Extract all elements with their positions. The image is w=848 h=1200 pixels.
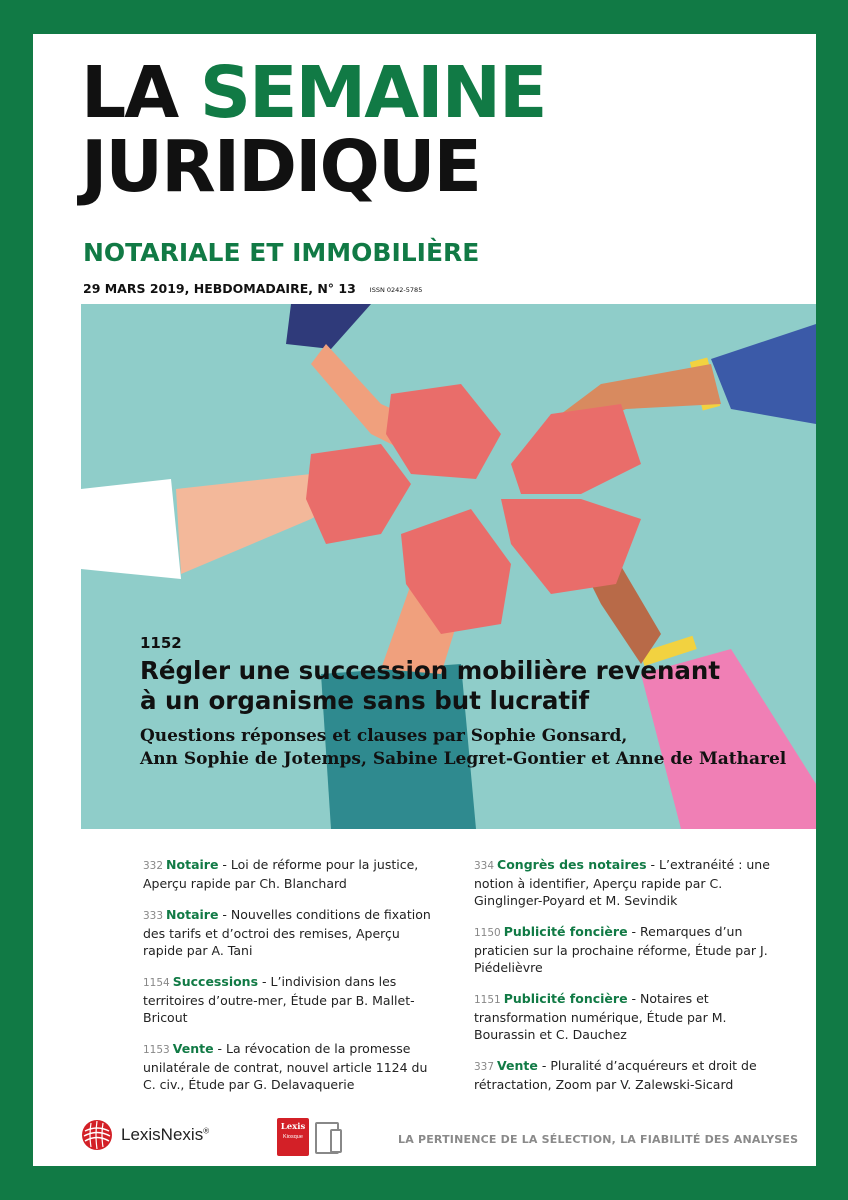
toc-number: 334 (474, 860, 495, 872)
toc-item[interactable]: 332 Notaire - Loi de réforme pour la justice, Aperçu rapide par Ch. Blanchard (143, 857, 419, 891)
toc-item[interactable]: 1150 Publicité foncière - Remarques d’un praticien sur la prochaine réforme, Étude par J. Piédelièvre (474, 924, 768, 975)
kiosque-sub: Kiosque (283, 1134, 303, 1140)
toc-number: 1154 (143, 977, 170, 989)
toc-category: Publicité foncière (503, 924, 628, 939)
footer-tagline: LA PERTINENCE DE LA SÉLECTION, LA FIABILITÉ DES ANALYSES (398, 1133, 799, 1146)
sleeve-top (286, 304, 371, 349)
phone-icon (330, 1129, 342, 1153)
masthead-semaine: SEMAINE (199, 51, 546, 134)
toc-category: Notaire (166, 857, 219, 872)
toc-left-column (143, 856, 433, 1107)
lead-article-authors (140, 725, 800, 771)
masthead-line-1 (81, 51, 546, 134)
toc-category: Vente (497, 1058, 538, 1073)
toc-text: Loi de réforme pour la justice, Aperçu rapide par Ch. Blanchard (143, 857, 419, 891)
toc-text: Remarques d’un praticien sur la prochaine réforme, Étude par J. Piédelièvre (474, 924, 768, 975)
toc-category: Notaire (166, 907, 219, 922)
toc-number: 1150 (474, 927, 501, 939)
publisher-name: LexisNexis (121, 1125, 204, 1144)
toc-item[interactable]: 337 Vente - Pluralité d’acquéreurs et droit de rétractation, Zoom par V. Zalewski-Sicard (474, 1058, 757, 1092)
toc-text: Nouvelles conditions de fixation des tarifs et d’octroi des remises, Aperçu rapide par A. Tani (143, 907, 431, 958)
toc-text: Pluralité d’acquéreurs et droit de rétractation, Zoom par V. Zalewski-Sicard (474, 1058, 757, 1092)
masthead-title (81, 51, 546, 208)
magazine-cover (33, 34, 816, 1166)
toc-item[interactable]: 334 Congrès des notaires - L’extranéité : une notion à identifier, Aperçu rapide par C. Ginglinger-Poyard et M. Sevindik (474, 857, 770, 908)
lead-article-number: 1152 (140, 634, 182, 652)
toc-text: Notaires et transformation numérique, Étude par M. Bourassin et C. Dauchez (474, 991, 727, 1042)
masthead-la: LA (81, 51, 178, 134)
lead-title-line-2: à un organisme sans but lucratif (140, 686, 590, 715)
toc-item[interactable]: 333 Notaire - Nouvelles conditions de fixation des tarifs et d’octroi des remises, Aperçu rapide par A. Tani (143, 907, 431, 958)
lead-authors-line-1: Questions réponses et clauses par Sophie Gonsard, (140, 726, 628, 746)
kiosque-label: Lexis (280, 1122, 306, 1132)
lexis-kiosque-badge[interactable] (277, 1118, 309, 1156)
lead-article-title (140, 656, 800, 716)
toc-text: L’indivision dans les territoires d’outre-mer, Étude par B. Mallet-Bricout (143, 974, 415, 1025)
toc-category: Publicité foncière (503, 991, 628, 1006)
masthead-line-2: JURIDIQUE (81, 125, 481, 208)
toc-number: 332 (143, 860, 164, 872)
puzzle-piece-top (386, 384, 501, 479)
toc-item[interactable]: 1151 Publicité foncière - Notaires et transformation numérique, Étude par M. Bourassin et C. Dauchez (474, 991, 727, 1042)
toc-right-column (474, 856, 774, 1107)
toc-number: 1151 (474, 994, 501, 1006)
issue-date: 29 MARS 2019, HEBDOMADAIRE, N° 13 (83, 281, 356, 296)
toc-category: Congrès des notaires (497, 857, 647, 872)
puzzle-piece-left (306, 444, 411, 544)
toc-number: 1153 (143, 1044, 170, 1056)
toc-category: Successions (172, 974, 259, 989)
toc-item[interactable]: 1153 Vente - La révocation de la promesse unilatérale de contrat, nouvel article 1124 du C. civ., Étude par G. Delavaquerie (143, 1041, 428, 1092)
lead-title-line-1: Régler une succession mobilière revenant (140, 656, 721, 685)
edition-subtitle: NOTARIALE ET IMMOBILIÈRE (83, 238, 480, 267)
puzzle-piece-right (511, 404, 641, 494)
issn: ISSN 0242-5785 (369, 285, 423, 294)
lexisnexis-logo-icon (81, 1119, 113, 1151)
issue-info (83, 281, 422, 296)
toc-text: L’extranéité : une notion à identifier, Aperçu rapide par C. Ginglinger-Poyard et M. Sevindik (474, 857, 770, 908)
toc-category: Vente (172, 1041, 214, 1056)
sleeve-right (711, 324, 816, 424)
lexisnexis-wordmark (121, 1125, 209, 1145)
sleeve-left (81, 479, 181, 579)
registered-mark: ® (203, 1126, 210, 1136)
lead-article (140, 634, 800, 771)
toc-text: La révocation de la promesse unilatérale de contrat, nouvel article 1124 du C. civ., Étude par G. Delavaquerie (143, 1041, 428, 1092)
toc-number: 333 (143, 910, 164, 922)
toc-number: 337 (474, 1061, 495, 1073)
lead-authors-line-2: Ann Sophie de Jotemps, Sabine Legret-Gontier et Anne de Matharel (140, 749, 787, 769)
cover-illustration (81, 304, 816, 829)
toc-item[interactable]: 1154 Successions - L’indivision dans les territoires d’outre-mer, Étude par B. Mallet-Bricout (143, 974, 415, 1025)
